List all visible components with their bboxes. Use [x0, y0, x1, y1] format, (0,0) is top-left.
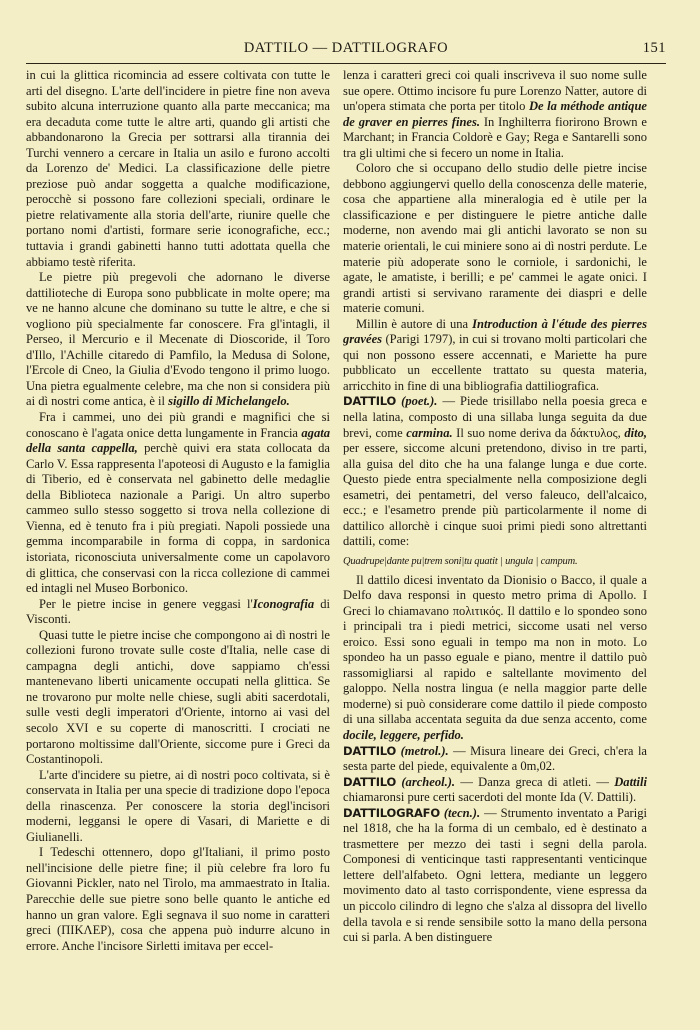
text-run: (Parigi 1797), in cui si trovano molti particolari che qui non possono essere accennati, e Mariette ha pure pubblicato un eccellente trattato su questa materia, arricchito in fine di una bibliografia dattiliografica.	[343, 332, 647, 393]
entry-headword: DATTILOGRAFO	[343, 805, 440, 820]
text-run: Fra i cammei, uno dei più grandi e magnifici che si conoscano è l'agata onice detta lungamente in Francia	[26, 410, 330, 440]
paragraph	[343, 68, 647, 161]
text-run: — Danza greca di atleti. —	[455, 774, 615, 789]
paragraph: Coloro che si occupano dello studio delle pietre incise debbono aggiungervi quello della conoscenza delle materie, cosa che appartiene alla mineralogia ed è utile per la classificazione e per distinguere le pietre antiche dalle moderne, non avendo mai gli antichi lavorato se non su materie orientali, le cui miniere sono ai dì nostri perdute. Le materie più adoperate sono le corniole, i sardonichi, le agate, le amatiste, i berilli; e pe' cammei le agate onici. I grandi artisti si servivano raramente dei diaspri e delle materie comuni.	[343, 161, 647, 316]
title-emphasis: agata della santa cappella,	[26, 425, 330, 456]
example-word: docile, leggere, perfido.	[343, 727, 464, 742]
paragraph	[26, 597, 330, 628]
title-emphasis: Dattili	[614, 774, 647, 789]
text-run: — Strumento inventato a Parigi nel 1818, che ha la forma di un cembalo, ed è destinato a trasmettere per mezzo dei tasti i segni della parola. Componesi di venticinque tasti rappresentanti venticinque lettere dell'alfabeto. Ogni lettera, mediante un leggero movimento dato al tasto corrispondente, viene espressa da un piccolo cilindro di legno che s'alza al dissopra del livello della tavola e si rende sensibile sotto la mano della persona cui si parla. A ben distinguere	[343, 805, 647, 945]
text-run: Per le pietre incise in genere veggasi l'	[39, 596, 253, 611]
right-column	[343, 68, 647, 1018]
example-word: carmina.	[406, 425, 453, 440]
entry-headword: DATTILO	[343, 743, 397, 758]
paragraph	[26, 410, 330, 597]
entry-tag: (poet.).	[401, 394, 438, 409]
text-run: Millin è autore di una	[356, 316, 473, 331]
paragraph: I Tedeschi ottennero, dopo gl'Italiani, il primo posto nell'incisione delle pietre fine; il più celebre fra loro fu Giovanni Pickler, nato nel Tirolo, ma ammaestrato in Italia. Parecchie delle sue pietre sono belle quanto le antiche ed hanno un gran valore. Egli segnava il suo nome in caratteri greci (ΠΙΚΛΕΡ), cosa che appena può indurre alcuno in errore. Anche l'incisore Sirletti imitava per eccel-	[26, 845, 330, 953]
text-run: Il suo nome deriva da δάκτυλος,	[452, 425, 625, 440]
paragraph: L'arte d'incidere su pietre, ai dì nostri poco coltivata, si è conservata in Italia per una specie di tradizione dopo l'epoca della rinascenza. Per conoscere la storia degl'incisori moderni, leggansi le opere di Vasari, di Mariette e di Giulianelli.	[26, 767, 330, 844]
text-run: Il dattilo dicesi inventato da Dionisio o Bacco, il quale a Delfo dava responsi in questo metro prima di Apollo. I Greci lo chiamavano πολιτικός. Il dattilo e lo spondeo sono i principali tra i piedi metrici, siccome usati nel verso eroico. Essi sono eguali in tempo ma non in moto. Lo spondeo ha un passo eguale e piano, mentre il dattilo può rassomigliarsi al rapido e saltellante movimento del galoppo. Nella nostra lingua (e nella maggior parte delle moderne) si può considerare come dattilo il piede composto di una sillaba accentata seguita da due senza accento, come	[343, 572, 647, 727]
entry-tag: (archeol.).	[401, 774, 456, 789]
entry-tag: (tecn.).	[443, 805, 481, 820]
page-header	[26, 40, 666, 60]
text-run: — Misura lineare dei Greci, ch'era la sesta parte del piede, equivalente a 0m,02.	[343, 743, 647, 774]
paragraph: in cui la glittica ricomincia ad essere coltivata con tutte le arti del disegno. L'arte dell'incidere in pietre fine non aveva subito alcuna interruzione quanto alla parte meccanica; ma era decaduta come tutte le altre arti, quando gli artisti che abbandonarono la Grecia per sottrarsi alla tirannia dei Turchi vennero a cercare in Italia un asilo e furono accolti da Lorenzo de' Medici. La classificazione delle pietre preziose può andar soggetta a qualche modificazione, perocchè si possono fare collezioni speciali, ordinare le pietre relativamente alla storia dell'arte, riunire quelle che portano nomi d'artisti, formare serie iconografiche, ecc.; tuttavia i grandi gabinetti hanno tutti adottata quella che abbiamo testè riferita.	[26, 68, 330, 269]
dictionary-entry	[343, 775, 647, 806]
text-run: lenza i caratteri greci coi quali inscriveva il suo nome sulle sue opere. Ottimo incisore fu pure Lorenzo Natter, autore di un'opera stimata che porta per titolo	[343, 68, 647, 114]
text-run: per essere, siccome alcuni pretendono, diviso in tre parti, alla guisa del dito che ha una falange lunga e due corte. Questo piede entra specialmente nella composizione degli esametri, dei pentametri, del verso faleuco, dell'alcaico, ecc.; e l'esametro prende più particolarmente il nome di dattilico allorchè i cinque suoi primi piedi sono altrettanti dattili, come:	[343, 441, 647, 549]
title-emphasis: sigillo di Michelangelo.	[168, 394, 290, 409]
paragraph: Quasi tutte le pietre incise che compongono ai dì nostri le collezioni furono trovate sulle coste d'Italia, nelle case di campagna degli antichi, dove sappiamo ch'essi mantenevano liberti unicamente occupati nella glittica. Se ne trovarono pur molte nelle chiese, sugli abiti sacerdotali, sulle vesti degli imperatori d'Oriente, intorno ai vasi del secolo XVI e su coperte di manoscritti. I crociati ne portarono moltissime dall'Oriente, siccome pure i Greci da Costantinopoli.	[26, 627, 330, 767]
paragraph	[343, 573, 647, 744]
dictionary-entry	[343, 394, 647, 549]
text-run: In Inghilterra fiorirono Brown e Marchant; in Francia Coldorè e Gay; Rega e Santarelli sono tra gli ultimi che si fecero un nome in Italia.	[343, 114, 647, 160]
entry-tag: (metrol.).	[400, 743, 449, 758]
entry-headword: DATTILO	[343, 394, 397, 409]
dictionary-entry	[343, 806, 647, 946]
paragraph	[26, 270, 330, 410]
page-number: 151	[642, 40, 666, 56]
text-run: di Visconti.	[26, 596, 330, 627]
text-run: chiamaronsi pure certi sacerdoti del monte Ida (V. Dattili).	[343, 790, 637, 805]
text-run: — Piede trisillabo nella poesia greca e nella latina, composto di una sillaba lunga seguita da due brevi, come	[343, 394, 647, 440]
title-emphasis: Introduction à l'étude des pierres gravées	[343, 316, 647, 347]
example-word: dito,	[624, 425, 647, 440]
text-run: perchè quivi era stata collocata da Carlo V. Essa rappresenta l'apoteosi di Augusto e la famiglia di Tiberio, ed è conservata nel gabinetto delle medaglie della Biblioteca nazionale a Parigi. Un altro superbo cammeo sullo stesso soggetto si trova nella collezione di Vienna, ed è tenuto fra i più pregiati. Napoli possiede una gemma incomparabile in forma di coppa, in sardonica istoriata, riconosciuta universalmente come un capolavoro di glittica, che conservasi con la ricca collezione di cammei ed intagli nel Museo Borbonico.	[26, 441, 330, 596]
verse-example: Quadrupe|dante pu|trem soni|tu quatit | ungula | campum.	[343, 555, 578, 567]
title-emphasis: De la méthode antique de graver en pierres fines.	[343, 99, 647, 129]
entry-headword: DATTILO	[343, 774, 397, 789]
title-emphasis: Iconografia	[252, 596, 315, 611]
text-run: Le pietre più pregevoli che adornano le diverse dattilioteche di Europa sono pubblicate in molte opere; ma ve ne hanno alcune che dominano su tutte le altre, e che si vogliono più specialmente far conoscere. Fra gl'intagli, il Perseo, il Mercurio e il Mecenate di Dioscoride, il Toro d'Illo, l'Achille citaredo di Pamfilo, la Medusa di Solone, l'Ercole di Cneo, la Giulia d'Evodo tengono il primo luogo. Una pietra egualmente celebre, ma che non si considera più ai dì nostri come antica, è il	[26, 270, 330, 409]
header-rule	[26, 63, 666, 64]
running-title: DATTILO — DATTILOGRAFO	[243, 40, 449, 56]
left-column	[26, 68, 330, 1018]
paragraph	[343, 317, 647, 395]
dictionary-entry	[343, 744, 647, 775]
